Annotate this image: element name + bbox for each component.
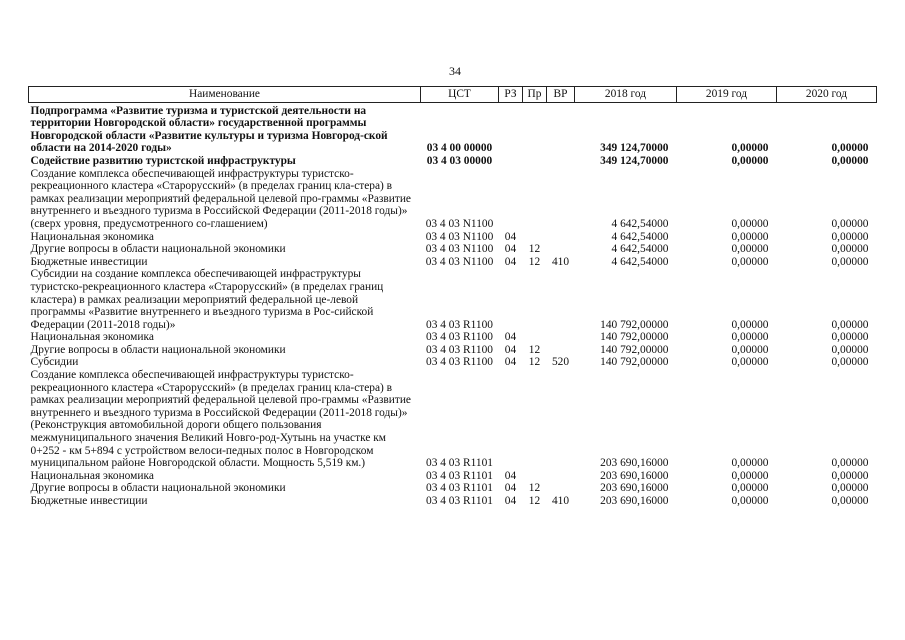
row-cst: 03 4 03 R1101 [426, 482, 493, 495]
table-row [29, 243, 877, 256]
table-header-row [29, 87, 877, 103]
table-body [29, 102, 877, 508]
row-name: Подпрограмма «Развитие туризма и туристской деятельности на территории Новгородской области» государственной программы Новгородской области «Развитие культуры и туризма Новгород-ской области на 2014-2020 годы» [30, 104, 388, 155]
row-value-2018: 203 690,16000 [600, 469, 669, 482]
row-vr [547, 243, 575, 256]
row-value-2019: 0,00000 [731, 154, 769, 167]
header-cst: ЦСТ [421, 87, 499, 103]
row-value-2018: 203 690,16000 [600, 495, 669, 507]
row-value-2018: 4 642,54000 [611, 243, 669, 256]
row-value-2018: 4 642,54000 [611, 255, 669, 268]
row-value-2018: 4 642,54000 [611, 230, 669, 243]
row-value-2019: 0,00000 [731, 230, 769, 243]
row-vr: 410 [551, 255, 570, 268]
row-name: Национальная экономика [30, 331, 154, 344]
table-row [29, 344, 877, 357]
row-pr: 12 [528, 255, 541, 268]
row-pr: 12 [528, 343, 541, 356]
row-cst: 03 4 03 N1100 [425, 217, 494, 230]
row-rz: 04 [504, 469, 517, 482]
header-2020: 2020 год [777, 87, 877, 103]
row-value-2018: 140 792,00000 [600, 356, 669, 369]
row-cst: 03 4 00 00000 [426, 142, 493, 155]
row-value-2018: 140 792,00000 [600, 331, 669, 344]
row-pr [523, 102, 547, 155]
row-rz [499, 268, 523, 331]
row-value-2019: 0,00000 [731, 217, 769, 230]
row-rz: 04 [504, 343, 517, 356]
row-name: Национальная экономика [30, 230, 154, 243]
table-row [29, 231, 877, 244]
row-vr [547, 344, 575, 357]
row-value-2020: 0,00000 [831, 230, 869, 243]
row-value-2019: 0,00000 [731, 243, 769, 256]
row-value-2020: 0,00000 [831, 318, 869, 331]
row-rz [499, 168, 523, 231]
row-vr [547, 470, 575, 483]
table-row [29, 331, 877, 344]
row-pr [523, 470, 547, 483]
row-cst: 03 4 03 R1100 [426, 343, 493, 356]
row-rz [499, 102, 523, 155]
row-vr [547, 102, 575, 155]
row-name: Субсидии на создание комплекса обеспечивающей инфраструктуры туристско-рекреационного кластера «Старорусский» (в пределах границ кластера) в рамках реализации мероприятий федеральной це-левой программы «Развитие внутреннего и въездного туризма в Рос-сийской Федерации (2011-2018 годы)» [30, 268, 384, 331]
page-number: 34 [449, 64, 461, 78]
row-vr [547, 331, 575, 344]
row-pr [523, 231, 547, 244]
row-name: Бюджетные инвестиции [30, 255, 148, 268]
row-cst: 03 4 03 R1101 [426, 457, 493, 470]
row-value-2019: 0,00000 [731, 142, 769, 155]
row-value-2019: 0,00000 [731, 495, 769, 507]
row-cst: 03 4 03 N1100 [425, 230, 494, 243]
row-rz [499, 155, 523, 168]
row-pr: 12 [528, 482, 541, 495]
row-value-2019: 0,00000 [731, 356, 769, 369]
row-value-2018: 203 690,16000 [600, 482, 669, 495]
row-value-2020: 0,00000 [831, 482, 869, 495]
table-row [29, 369, 877, 470]
row-value-2018: 140 792,00000 [600, 343, 669, 356]
row-value-2020: 0,00000 [831, 243, 869, 256]
row-value-2020: 0,00000 [831, 343, 869, 356]
row-cst: 03 4 03 R1100 [426, 331, 493, 344]
row-value-2018: 349 124,70000 [600, 142, 669, 155]
row-name: Содействие развитию туристской инфраструктуры [30, 154, 296, 167]
row-value-2020: 0,00000 [831, 356, 869, 369]
row-value-2019: 0,00000 [731, 255, 769, 268]
row-name: Создание комплекса обеспечивающей инфраструктуры туристско-рекреационного кластера «Старорусский» (в пределах границ кла-стера) в рамках реализации мероприятий федеральной целевой про-граммы «Развитие внутреннего и въездного туризма в Российской Федерации (2011-2018 годы)» (Реконструкция автомобильной дороги общего пользования межмуниципального значения Великий Новго-род-Хутынь на участке км 0+252 - км 5+894 с устройством велоси-педных полос в Новгородском муниципальном районе Новгородской области. Мощность 5,519 км.) [30, 369, 411, 470]
row-vr [547, 482, 575, 495]
row-rz: 04 [504, 230, 517, 243]
table-row [29, 168, 877, 231]
row-vr [547, 369, 575, 470]
row-rz [499, 369, 523, 470]
row-rz: 04 [504, 356, 517, 369]
row-vr [547, 231, 575, 244]
row-vr: 410 [551, 495, 570, 507]
row-value-2019: 0,00000 [731, 318, 769, 331]
row-value-2020: 0,00000 [831, 331, 869, 344]
budget-table [28, 86, 877, 508]
row-name: Другие вопросы в области национальной экономики [30, 343, 286, 356]
row-value-2018: 203 690,16000 [600, 457, 669, 470]
row-value-2020: 0,00000 [831, 255, 869, 268]
row-name: Национальная экономика [30, 469, 154, 482]
row-vr [547, 155, 575, 168]
row-rz: 04 [504, 495, 517, 507]
row-value-2018: 4 642,54000 [611, 217, 669, 230]
row-pr [523, 369, 547, 470]
row-value-2019: 0,00000 [731, 482, 769, 495]
row-value-2019: 0,00000 [731, 457, 769, 470]
row-pr [523, 268, 547, 331]
header-pr: Пр [523, 87, 547, 103]
table-row [29, 482, 877, 495]
row-value-2018: 349 124,70000 [600, 154, 669, 167]
row-cst: 03 4 03 R1100 [426, 318, 493, 331]
table-row [29, 356, 877, 369]
row-pr: 12 [528, 356, 541, 369]
row-value-2019: 0,00000 [731, 331, 769, 344]
row-value-2020: 0,00000 [831, 142, 869, 155]
row-pr [523, 331, 547, 344]
table-row [29, 268, 877, 331]
row-name: Другие вопросы в области национальной экономики [30, 482, 286, 495]
row-name: Бюджетные инвестиции [30, 495, 148, 507]
row-pr [523, 168, 547, 231]
row-cst: 03 4 03 N1100 [425, 243, 494, 256]
row-rz: 04 [504, 243, 517, 256]
row-cst: 03 4 03 R1100 [426, 356, 493, 369]
row-vr: 520 [551, 356, 570, 369]
row-rz: 04 [504, 255, 517, 268]
header-name: Наименование [29, 87, 421, 103]
row-name: Субсидии [30, 356, 79, 369]
row-name: Создание комплекса обеспечивающей инфраструктуры туристско-рекреационного кластера «Старорусский» (в пределах границ кла-стера) в рамках реализации мероприятий федеральной целевой про-граммы «Развитие внутреннего и въездного туризма в Российской Федерации (2011-2018 годы)» (сверх уровня, предусмотренного со-глашением) [30, 167, 411, 230]
row-cst: 03 4 03 R1101 [426, 495, 493, 507]
row-cst: 03 4 03 R1101 [426, 469, 493, 482]
row-rz: 04 [504, 482, 517, 495]
header-rz: РЗ [499, 87, 523, 103]
row-value-2020: 0,00000 [831, 495, 869, 507]
table-row [29, 256, 877, 269]
table-row [29, 102, 877, 155]
row-cst: 03 4 03 N1100 [425, 255, 494, 268]
row-cst: 03 4 03 00000 [426, 154, 493, 167]
row-pr: 12 [528, 495, 541, 507]
header-vr: ВР [547, 87, 575, 103]
table-row [29, 470, 877, 483]
row-rz: 04 [504, 331, 517, 344]
row-value-2019: 0,00000 [731, 343, 769, 356]
row-value-2020: 0,00000 [831, 217, 869, 230]
table-row [29, 495, 877, 508]
row-vr [547, 268, 575, 331]
header-2019: 2019 год [677, 87, 777, 103]
row-value-2020: 0,00000 [831, 469, 869, 482]
row-value-2020: 0,00000 [831, 154, 869, 167]
table-row [29, 155, 877, 168]
header-2018: 2018 год [575, 87, 677, 103]
row-pr [523, 155, 547, 168]
row-name: Другие вопросы в области национальной экономики [30, 243, 286, 256]
row-value-2020: 0,00000 [831, 457, 869, 470]
row-pr: 12 [528, 243, 541, 256]
row-value-2018: 140 792,00000 [600, 318, 669, 331]
row-value-2019: 0,00000 [731, 469, 769, 482]
row-vr [547, 168, 575, 231]
